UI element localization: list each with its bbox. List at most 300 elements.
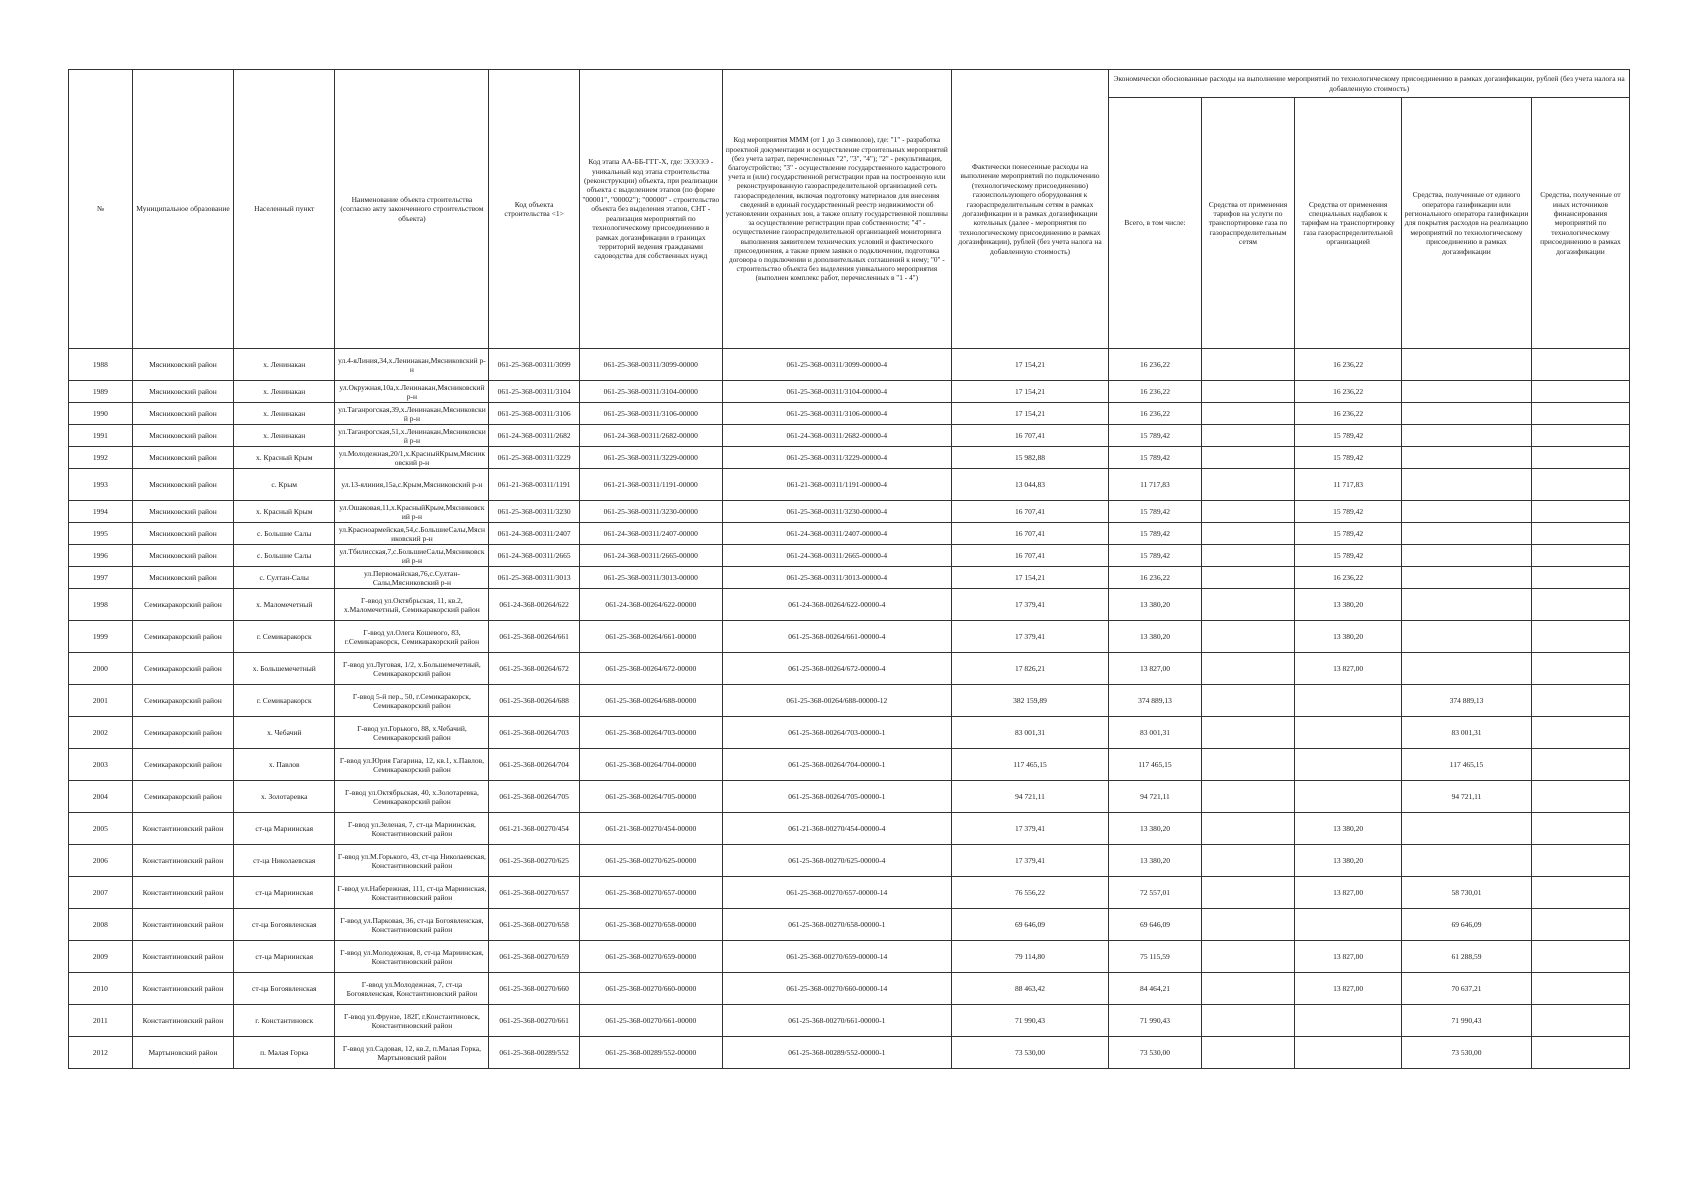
cell-tariff-funds (1201, 653, 1295, 685)
cell-tariff-funds (1201, 717, 1295, 749)
cell-settlement: х. Ленинакан (234, 403, 335, 425)
table-row (69, 813, 1630, 845)
cell-municipality: Семикаракорский район (132, 621, 233, 653)
table-row (69, 653, 1630, 685)
cell-municipality: Константиновский район (132, 941, 233, 973)
table-row (69, 349, 1630, 381)
cell-object-name: Г-ввод ул.Зеленая, 7, ст-ца Мариинская, Константиновский район (335, 813, 489, 845)
cell-stage-code: 061-25-368-00311/3104-00000 (579, 381, 722, 403)
header-municipality: Муниципальное образование (132, 70, 233, 349)
cell-number: 2012 (69, 1037, 133, 1069)
table-row (69, 589, 1630, 621)
cell-municipality: Мясниковский район (132, 523, 233, 545)
cell-other-sources (1531, 1005, 1629, 1037)
cell-settlement: ст-ца Мариинская (234, 813, 335, 845)
cell-stage-code: 061-24-368-00264/622-00000 (579, 589, 722, 621)
cell-operator-funds (1402, 621, 1532, 653)
cell-object-code: 061-25-368-00311/3099 (489, 349, 579, 381)
cell-tariff-funds (1201, 941, 1295, 973)
cell-actual-costs: 17 826,21 (951, 653, 1108, 685)
cell-event-code: 061-25-368-00270/658-00000-1 (722, 909, 951, 941)
cell-municipality: Мясниковский район (132, 403, 233, 425)
cell-operator-funds: 70 637,21 (1402, 973, 1532, 1005)
cell-total: 69 646,09 (1109, 909, 1201, 941)
cell-total: 15 789,42 (1109, 523, 1201, 545)
cell-tariff-funds (1201, 749, 1295, 781)
cell-operator-funds (1402, 349, 1532, 381)
table-row (69, 425, 1630, 447)
cell-tariff-funds (1201, 973, 1295, 1005)
cell-municipality: Мясниковский район (132, 501, 233, 523)
table-row (69, 501, 1630, 523)
cell-stage-code: 061-21-368-00270/454-00000 (579, 813, 722, 845)
cell-other-sources (1531, 501, 1629, 523)
cell-object-name: ул.Таганрогская,39,х.Ленинакан,Мясниковский р-н (335, 403, 489, 425)
cell-event-code: 061-25-368-00264/704-00000-1 (722, 749, 951, 781)
table-row (69, 1037, 1630, 1069)
cell-number: 2008 (69, 909, 133, 941)
header-tariff-funds: Средства от применения тарифов на услуги по транспортировке газа по газораспределительным сетям (1201, 98, 1295, 349)
cell-total: 13 380,20 (1109, 813, 1201, 845)
cell-actual-costs: 17 154,21 (951, 381, 1108, 403)
cell-number: 2011 (69, 1005, 133, 1037)
cell-object-name: ул.Первомайская,76,с.Султан-Салы,Мясниковский р-н (335, 567, 489, 589)
cell-event-code: 061-25-368-00264/703-00000-1 (722, 717, 951, 749)
cell-actual-costs: 17 379,41 (951, 589, 1108, 621)
cell-actual-costs: 16 707,41 (951, 425, 1108, 447)
cell-special-markup (1295, 781, 1402, 813)
cell-total: 16 236,22 (1109, 349, 1201, 381)
cell-special-markup (1295, 1005, 1402, 1037)
table-row (69, 909, 1630, 941)
cell-stage-code: 061-25-368-00311/3230-00000 (579, 501, 722, 523)
cost-table (68, 69, 1630, 1069)
header-object-code: Код объекта строительства <1> (489, 70, 579, 349)
cell-number: 1997 (69, 567, 133, 589)
cell-actual-costs: 69 646,09 (951, 909, 1108, 941)
cell-operator-funds (1402, 469, 1532, 501)
cell-other-sources (1531, 469, 1629, 501)
cell-object-code: 061-25-368-00311/3230 (489, 501, 579, 523)
cell-object-name: Г-ввод ул.Фрунзе, 182Г, г.Константиновск, Константиновский район (335, 1005, 489, 1037)
table-row (69, 941, 1630, 973)
cell-number: 1994 (69, 501, 133, 523)
cell-total: 16 236,22 (1109, 403, 1201, 425)
cell-stage-code: 061-25-368-00311/3229-00000 (579, 447, 722, 469)
cell-municipality: Мясниковский район (132, 381, 233, 403)
table-row (69, 469, 1630, 501)
table-row (69, 717, 1630, 749)
cell-number: 2007 (69, 877, 133, 909)
cell-total: 16 236,22 (1109, 567, 1201, 589)
cell-special-markup: 16 236,22 (1295, 381, 1402, 403)
cell-settlement: с. Султан-Салы (234, 567, 335, 589)
table-row (69, 403, 1630, 425)
cell-operator-funds: 61 288,59 (1402, 941, 1532, 973)
cell-municipality: Семикаракорский район (132, 781, 233, 813)
cell-municipality: Мясниковский район (132, 545, 233, 567)
cell-object-name: Г-ввод ул.Октябрьская, 11, кв.2, х.Маломечетный, Семикаракорский район (335, 589, 489, 621)
cell-settlement: х. Красный Крым (234, 447, 335, 469)
cell-operator-funds (1402, 589, 1532, 621)
cell-stage-code: 061-25-368-00264/661-00000 (579, 621, 722, 653)
header-event-code: Код мероприятия МММ (от 1 до 3 символов), где: "1" - разработка проектной документации и осуществление строительных мероприятий (без учета затрат, перечисленных "2", "3", "4"); "2" - рекультивация, благоустройство; "3" - осуществление государственного кадастрового учета и (или) государственной регистрации прав на построенную или реконструированную газораспределительной организацией сеть газораспределения, включая подготовку материалов для внесения сведений в единый государственный реестр недвижимости об установлении охранных зон, а также оплату государственной пошлины за осуществление регистрации прав собственности; "4" - осуществление газораспределительной организацией мониторинга выполнения заявителем технических условий и фактического присоединения, а также прием заявки о подключении, подготовка договора о подключении и дополнительных соглашений к нему; "0" - строительство объекта без выделения уникального мероприятия (выполнен комплекс работ, перечисленных в "1 - 4") (722, 70, 951, 349)
cell-event-code: 061-25-368-00311/3104-00000-4 (722, 381, 951, 403)
cell-object-code: 061-25-368-00311/3229 (489, 447, 579, 469)
cell-settlement: х. Павлов (234, 749, 335, 781)
cell-stage-code: 061-25-368-00270/658-00000 (579, 909, 722, 941)
cell-settlement: с. Крым (234, 469, 335, 501)
cell-other-sources (1531, 973, 1629, 1005)
cell-total: 13 827,00 (1109, 653, 1201, 685)
cell-object-name: Г-ввод ул.Молодежная, 8, ст-ца Мариинская, Константиновский район (335, 941, 489, 973)
cell-object-name: ул.13-ялиния,15а,с.Крым,Мясниковский р-н (335, 469, 489, 501)
header-group-title: Экономически обоснованные расходы на выполнение мероприятий по технологическому присоединению в рамках догазификации, рублей (без учета налога на добавленную стоимость) (1109, 70, 1630, 98)
cell-settlement: х. Ленинакан (234, 381, 335, 403)
cell-event-code: 061-25-368-00270/659-00000-14 (722, 941, 951, 973)
cell-actual-costs: 16 707,41 (951, 545, 1108, 567)
cell-other-sources (1531, 403, 1629, 425)
cell-event-code: 061-24-368-00311/2665-00000-4 (722, 545, 951, 567)
cell-operator-funds (1402, 653, 1532, 685)
cell-object-code: 061-25-368-00311/3106 (489, 403, 579, 425)
cell-total: 84 464,21 (1109, 973, 1201, 1005)
cell-object-name: Г-ввод ул.Набережная, 111, ст-ца Мариинская, Константиновский район (335, 877, 489, 909)
cell-municipality: Мясниковский район (132, 425, 233, 447)
cell-operator-funds: 117 465,15 (1402, 749, 1532, 781)
cell-total: 71 990,43 (1109, 1005, 1201, 1037)
cell-settlement: х. Маломечетный (234, 589, 335, 621)
cell-total: 94 721,11 (1109, 781, 1201, 813)
cell-municipality: Мясниковский район (132, 447, 233, 469)
cell-actual-costs: 71 990,43 (951, 1005, 1108, 1037)
cell-other-sources (1531, 545, 1629, 567)
cell-object-code: 061-25-368-00270/625 (489, 845, 579, 877)
cell-tariff-funds (1201, 589, 1295, 621)
cell-number: 1996 (69, 545, 133, 567)
cell-stage-code: 061-25-368-00270/625-00000 (579, 845, 722, 877)
cell-tariff-funds (1201, 781, 1295, 813)
cell-municipality: Семикаракорский район (132, 685, 233, 717)
cell-settlement: х. Красный Крым (234, 501, 335, 523)
table-row (69, 781, 1630, 813)
cell-stage-code: 061-25-368-00264/704-00000 (579, 749, 722, 781)
header-object-name: Наименование объекта строительства (согласно акту законченного строительством объекта) (335, 70, 489, 349)
cell-operator-funds: 73 530,00 (1402, 1037, 1532, 1069)
table-row (69, 845, 1630, 877)
cell-object-name: Г-ввод ул.Горького, 88, х.Чебачий, Семикаракорский район (335, 717, 489, 749)
cell-event-code: 061-25-368-00311/3013-00000-4 (722, 567, 951, 589)
header-operator-funds: Средства, полученные от единого оператора газификации или регионального оператора газификации для покрытия расходов на реализацию мероприятий по технологическому присоединению в рамках догазификации (1402, 98, 1532, 349)
cell-object-name: ул.Молодежная,20/1,х.КрасныйКрым,Мясниковский р-н (335, 447, 489, 469)
cell-object-code: 061-25-368-00270/657 (489, 877, 579, 909)
cell-number: 2002 (69, 717, 133, 749)
cell-tariff-funds (1201, 403, 1295, 425)
table-row (69, 877, 1630, 909)
cell-municipality: Семикаракорский район (132, 717, 233, 749)
cell-operator-funds (1402, 403, 1532, 425)
cell-object-code: 061-25-368-00270/661 (489, 1005, 579, 1037)
cell-tariff-funds (1201, 447, 1295, 469)
cell-settlement: ст-ца Мариинская (234, 941, 335, 973)
cell-actual-costs: 16 707,41 (951, 523, 1108, 545)
cell-municipality: Семикаракорский район (132, 653, 233, 685)
cell-stage-code: 061-25-368-00311/3099-00000 (579, 349, 722, 381)
cell-special-markup: 15 789,42 (1295, 501, 1402, 523)
cell-settlement: ст-ца Богоявленская (234, 973, 335, 1005)
cell-municipality: Константиновский район (132, 909, 233, 941)
cell-object-name: Г-ввод ул.Молодежная, 7, ст-ца Богоявленская, Константиновский район (335, 973, 489, 1005)
cell-object-name: Г-ввод ул.Октябрьская, 40, х.Золотаревка, Семикаракорский район (335, 781, 489, 813)
cell-settlement: х. Ленинакан (234, 349, 335, 381)
cell-event-code: 061-25-368-00289/552-00000-1 (722, 1037, 951, 1069)
table-body (69, 349, 1630, 1069)
cell-number: 2000 (69, 653, 133, 685)
cell-special-markup (1295, 717, 1402, 749)
header-no: № (69, 70, 133, 349)
cell-actual-costs: 76 556,22 (951, 877, 1108, 909)
cell-stage-code: 061-25-368-00270/659-00000 (579, 941, 722, 973)
cell-event-code: 061-25-368-00270/660-00000-14 (722, 973, 951, 1005)
cell-other-sources (1531, 749, 1629, 781)
cell-other-sources (1531, 523, 1629, 545)
cell-tariff-funds (1201, 813, 1295, 845)
cell-actual-costs: 17 379,41 (951, 813, 1108, 845)
cell-total: 75 115,59 (1109, 941, 1201, 973)
cell-object-name: Г-ввод ул.М.Горького, 43, ст-ца Николаевская, Константиновский район (335, 845, 489, 877)
cell-stage-code: 061-21-368-00311/1191-00000 (579, 469, 722, 501)
cell-other-sources (1531, 877, 1629, 909)
cell-number: 2001 (69, 685, 133, 717)
cell-actual-costs: 88 463,42 (951, 973, 1108, 1005)
table-row (69, 523, 1630, 545)
cell-number: 1998 (69, 589, 133, 621)
cell-event-code: 061-25-368-00311/3099-00000-4 (722, 349, 951, 381)
cell-object-name: ул.Красноармейская,54,с.БольшиеСалы,Мясниковский р-н (335, 523, 489, 545)
cell-operator-funds: 374 889,13 (1402, 685, 1532, 717)
cell-number: 1999 (69, 621, 133, 653)
cell-event-code: 061-25-368-00264/661-00000-4 (722, 621, 951, 653)
cell-municipality: Мясниковский район (132, 349, 233, 381)
cell-number: 2004 (69, 781, 133, 813)
cell-object-name: Г-ввод ул.Олега Кошевого, 83, г.Семикаракорск, Семикаракорский район (335, 621, 489, 653)
cell-other-sources (1531, 621, 1629, 653)
cell-municipality: Константиновский район (132, 877, 233, 909)
cell-number: 2006 (69, 845, 133, 877)
cell-actual-costs: 15 982,88 (951, 447, 1108, 469)
header-special-markup: Средства от применения специальных надбавок к тарифам на транспортировку газа газораспределительной организацией (1295, 98, 1402, 349)
cell-other-sources (1531, 381, 1629, 403)
cell-other-sources (1531, 941, 1629, 973)
cell-special-markup: 15 789,42 (1295, 447, 1402, 469)
cell-stage-code: 061-25-368-00270/660-00000 (579, 973, 722, 1005)
cell-total: 83 001,31 (1109, 717, 1201, 749)
cell-actual-costs: 382 159,89 (951, 685, 1108, 717)
cell-settlement: х. Золотаревка (234, 781, 335, 813)
cell-special-markup: 15 789,42 (1295, 545, 1402, 567)
cell-stage-code: 061-25-368-00289/552-00000 (579, 1037, 722, 1069)
cell-event-code: 061-24-368-00311/2682-00000-4 (722, 425, 951, 447)
cell-event-code: 061-25-368-00270/657-00000-14 (722, 877, 951, 909)
cell-operator-funds (1402, 567, 1532, 589)
cell-operator-funds: 71 990,43 (1402, 1005, 1532, 1037)
cell-other-sources (1531, 781, 1629, 813)
cell-object-code: 061-25-368-00270/659 (489, 941, 579, 973)
cell-stage-code: 061-25-368-00264/703-00000 (579, 717, 722, 749)
cell-object-code: 061-25-368-00264/705 (489, 781, 579, 813)
cell-operator-funds: 69 646,09 (1402, 909, 1532, 941)
cell-actual-costs: 17 379,41 (951, 845, 1108, 877)
cell-special-markup (1295, 749, 1402, 781)
header-stage-code: Код этапа АА-ББ-ГГГ-Х, где: ЭЭЭЭЭ - уникальный код этапа строительства (реконструкции) объекта, при реализации объекта с выделением этапов (по форме "00001", "00002"); "00000" - строительство объекта без выделения этапов, СНТ - реализация мероприятий по технологическому присоединению в рамках догазификации в границах территорий ведения гражданами садоводства для собственных нужд (579, 70, 722, 349)
cell-actual-costs: 117 465,15 (951, 749, 1108, 781)
cell-object-code: 061-25-368-00264/672 (489, 653, 579, 685)
cell-settlement: ст-ца Мариинская (234, 877, 335, 909)
cell-total: 11 717,83 (1109, 469, 1201, 501)
cell-object-code: 061-24-368-00311/2682 (489, 425, 579, 447)
cell-special-markup: 13 380,20 (1295, 845, 1402, 877)
cell-total: 15 789,42 (1109, 501, 1201, 523)
cell-stage-code: 061-24-368-00311/2682-00000 (579, 425, 722, 447)
cell-operator-funds: 83 001,31 (1402, 717, 1532, 749)
cell-tariff-funds (1201, 685, 1295, 717)
table-header (69, 70, 1630, 349)
cell-other-sources (1531, 909, 1629, 941)
cell-event-code: 061-25-368-00264/705-00000-1 (722, 781, 951, 813)
cell-number: 2010 (69, 973, 133, 1005)
cell-special-markup: 13 827,00 (1295, 653, 1402, 685)
cell-special-markup: 11 717,83 (1295, 469, 1402, 501)
cell-event-code: 061-21-368-00311/1191-00000-4 (722, 469, 951, 501)
cell-total: 13 380,20 (1109, 621, 1201, 653)
cell-number: 1995 (69, 523, 133, 545)
cell-stage-code: 061-25-368-00311/3106-00000 (579, 403, 722, 425)
cell-operator-funds (1402, 813, 1532, 845)
cell-operator-funds: 58 730,01 (1402, 877, 1532, 909)
cell-event-code: 061-21-368-00270/454-00000-4 (722, 813, 951, 845)
cell-total: 15 789,42 (1109, 425, 1201, 447)
cell-object-code: 061-21-368-00311/1191 (489, 469, 579, 501)
cell-object-name: Г-ввод ул.Луговая, 1/2, х.Большемечетный, Семикаракорский район (335, 653, 489, 685)
cell-object-code: 061-25-368-00311/3104 (489, 381, 579, 403)
cell-other-sources (1531, 653, 1629, 685)
cell-settlement: ст-ца Николаевская (234, 845, 335, 877)
cell-stage-code: 061-25-368-00264/672-00000 (579, 653, 722, 685)
cell-event-code: 061-25-368-00311/3230-00000-4 (722, 501, 951, 523)
cell-settlement: г. Семикаракорск (234, 621, 335, 653)
cell-total: 15 789,42 (1109, 545, 1201, 567)
cell-tariff-funds (1201, 1005, 1295, 1037)
cell-object-code: 061-25-368-00289/552 (489, 1037, 579, 1069)
cell-special-markup: 13 380,20 (1295, 589, 1402, 621)
cell-object-name: Г-ввод ул.Юрия Гагарина, 12, кв.1, х.Павлов, Семикаракорский район (335, 749, 489, 781)
cell-special-markup: 16 236,22 (1295, 567, 1402, 589)
cell-municipality: Константиновский район (132, 973, 233, 1005)
cell-settlement: г. Семикаракорск (234, 685, 335, 717)
header-actual-costs: Фактически понесенные расходы на выполнение мероприятий по подключению (технологическому присоединению) газоиспользующего оборудования к газораспределительным сетям в рамках догазификации и в рамках догазификации котельных (далее - мероприятия по технологическому присоединению в рамках догазификации), рублей (без учета налога на добавленную стоимость) (951, 70, 1108, 349)
cell-tariff-funds (1201, 349, 1295, 381)
cell-object-code: 061-21-368-00270/454 (489, 813, 579, 845)
cell-special-markup: 15 789,42 (1295, 425, 1402, 447)
cell-number: 2009 (69, 941, 133, 973)
cell-actual-costs: 17 154,21 (951, 349, 1108, 381)
cell-tariff-funds (1201, 1037, 1295, 1069)
cell-actual-costs: 17 379,41 (951, 621, 1108, 653)
cell-number: 1993 (69, 469, 133, 501)
cell-total: 374 889,13 (1109, 685, 1201, 717)
table-row (69, 381, 1630, 403)
cell-settlement: х. Ленинакан (234, 425, 335, 447)
header-settlement: Населенный пункт (234, 70, 335, 349)
cell-actual-costs: 16 707,41 (951, 501, 1108, 523)
table-row (69, 621, 1630, 653)
cell-tariff-funds (1201, 621, 1295, 653)
cell-object-code: 061-25-368-00270/660 (489, 973, 579, 1005)
cell-object-code: 061-25-368-00311/3013 (489, 567, 579, 589)
cell-object-name: ул.Ошаковая,11,х.КрасныйКрым,Мясниковский р-н (335, 501, 489, 523)
cell-municipality: Мясниковский район (132, 469, 233, 501)
cell-other-sources (1531, 717, 1629, 749)
cell-operator-funds (1402, 447, 1532, 469)
cell-municipality: Константиновский район (132, 845, 233, 877)
cell-operator-funds: 94 721,11 (1402, 781, 1532, 813)
cell-tariff-funds (1201, 425, 1295, 447)
cell-object-name: Г-ввод ул.Садовая, 12, кв.2, п.Малая Горка, Мартыновский район (335, 1037, 489, 1069)
cell-settlement: с. Большие Салы (234, 545, 335, 567)
cell-object-name: ул.4-яЛиния,34,х.Ленинакан,Мясниковский р-н (335, 349, 489, 381)
cell-stage-code: 061-25-368-00264/688-00000 (579, 685, 722, 717)
cell-object-name: Г-ввод 5-й пер., 50, г.Семикаракорск, Семикаракорский район (335, 685, 489, 717)
cell-settlement: с. Большие Салы (234, 523, 335, 545)
cell-stage-code: 061-25-368-00264/705-00000 (579, 781, 722, 813)
cell-other-sources (1531, 1037, 1629, 1069)
cell-event-code: 061-25-368-00264/688-00000-12 (722, 685, 951, 717)
cell-object-code: 061-25-368-00264/661 (489, 621, 579, 653)
cell-number: 2005 (69, 813, 133, 845)
cell-event-code: 061-24-368-00311/2407-00000-4 (722, 523, 951, 545)
cell-number: 1990 (69, 403, 133, 425)
cell-object-code: 061-25-368-00264/688 (489, 685, 579, 717)
cell-special-markup: 16 236,22 (1295, 349, 1402, 381)
cell-other-sources (1531, 845, 1629, 877)
cell-settlement: ст-ца Богоявленская (234, 909, 335, 941)
cell-total: 72 557,01 (1109, 877, 1201, 909)
cell-operator-funds (1402, 523, 1532, 545)
cell-actual-costs: 83 001,31 (951, 717, 1108, 749)
cell-actual-costs: 13 044,83 (951, 469, 1108, 501)
cell-total: 15 789,42 (1109, 447, 1201, 469)
cell-object-code: 061-24-368-00264/622 (489, 589, 579, 621)
cell-event-code: 061-25-368-00311/3229-00000-4 (722, 447, 951, 469)
cell-settlement: г. Константиновск (234, 1005, 335, 1037)
cell-total: 13 380,20 (1109, 589, 1201, 621)
cell-number: 1991 (69, 425, 133, 447)
cell-number: 1992 (69, 447, 133, 469)
cell-other-sources (1531, 813, 1629, 845)
cell-object-code: 061-24-368-00311/2665 (489, 545, 579, 567)
cell-special-markup: 13 827,00 (1295, 877, 1402, 909)
cell-actual-costs: 94 721,11 (951, 781, 1108, 813)
cell-operator-funds (1402, 381, 1532, 403)
cell-tariff-funds (1201, 909, 1295, 941)
cell-municipality: Семикаракорский район (132, 749, 233, 781)
cell-event-code: 061-25-368-00264/672-00000-4 (722, 653, 951, 685)
cell-actual-costs: 73 530,00 (951, 1037, 1108, 1069)
cell-event-code: 061-25-368-00311/3106-00000-4 (722, 403, 951, 425)
header-total: Всего, в том числе: (1109, 98, 1201, 349)
cell-object-code: 061-25-368-00264/704 (489, 749, 579, 781)
cell-number: 1988 (69, 349, 133, 381)
